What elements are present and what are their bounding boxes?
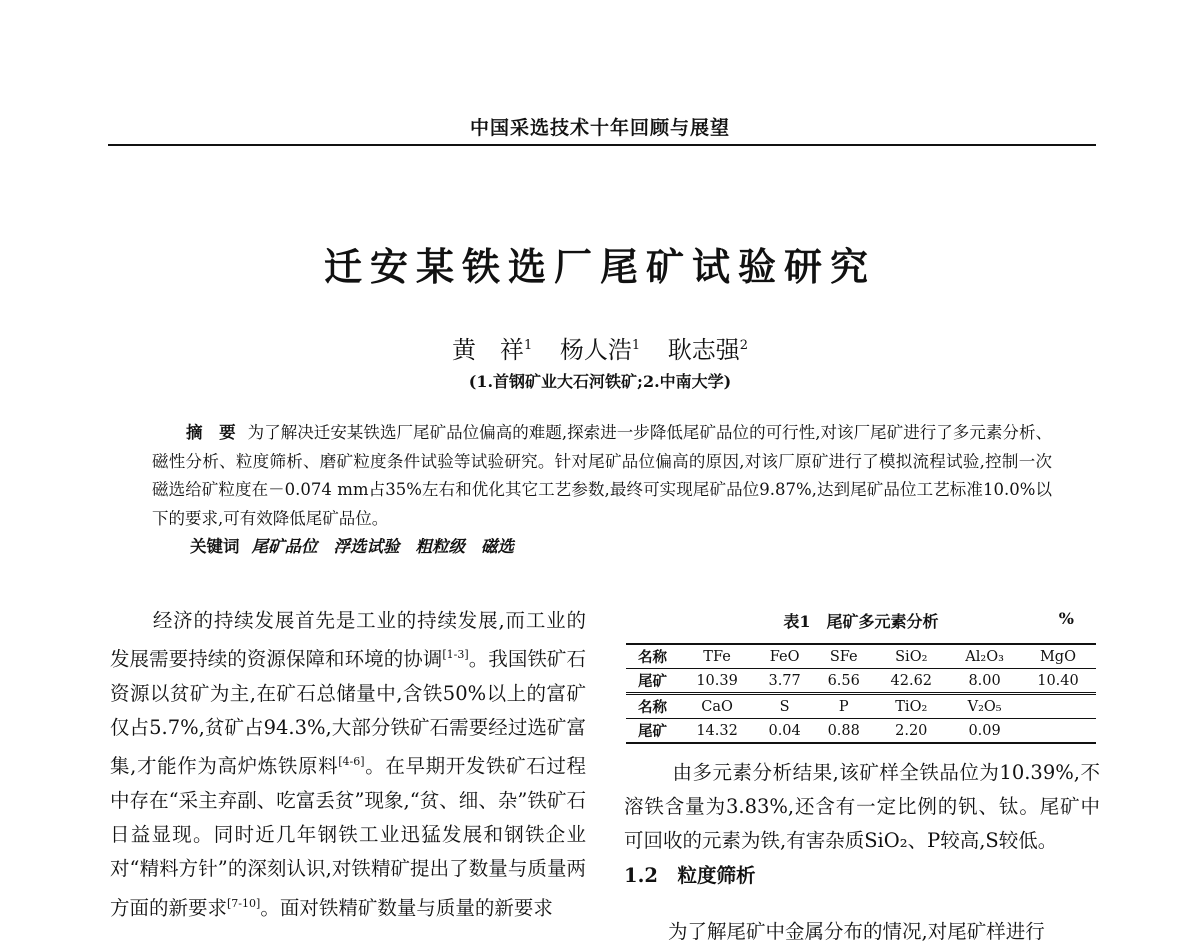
keyword: 尾矿品位 [251, 537, 318, 557]
keyword: 粗粒级 [415, 537, 465, 557]
author [452, 336, 532, 364]
element-analysis-table [626, 643, 1096, 744]
table-cell: P [814, 694, 873, 719]
body-text: 。面对铁精矿数量与质量的新要求 [260, 896, 553, 920]
citation: [1-3] [442, 648, 469, 662]
table-cell: 尾矿 [626, 669, 679, 694]
author [668, 336, 748, 364]
table-row [626, 694, 1096, 719]
body-text: 为了解尾矿中金属分布的情况,对尾矿样进行 [668, 920, 1045, 943]
table-cell: V₂O₅ [949, 694, 1020, 719]
table-cell: MgO [1020, 644, 1096, 669]
body-text-cut [626, 915, 1045, 949]
table-cell: 42.62 [873, 669, 949, 694]
keywords [152, 533, 1052, 562]
author-list [0, 330, 1200, 365]
table-container [626, 643, 1096, 744]
body-text: 由多元素分析结果,该矿样全铁品位为10.39%,不溶铁含量为3.83%,还含有一定比例的钒、钛。尾矿中可回收的元素为铁,有害杂质SiO₂、P较高,S较低。 [624, 761, 1100, 853]
table-cell: TiO₂ [873, 694, 949, 719]
table-unit: % [1058, 609, 1074, 628]
table-title: 表1 尾矿多元素分析 [783, 612, 939, 631]
table-row [626, 644, 1096, 669]
body-text: 。在早期开发铁矿石过程中存在“采主弃副、吃富丢贫”现象,“贫、细、杂”铁矿石日益显现。同时近几年钢铁工业迅猛发展和钢铁企业对“精料方针”的深刻认识,对铁精矿提出了数量与质量两方面的新要求 [110, 754, 586, 920]
body-right-column [624, 756, 1100, 893]
table-cell: TFe [679, 644, 755, 669]
citation: [7-10] [227, 896, 261, 910]
table-cell: 0.04 [755, 719, 814, 744]
table-cell: SFe [814, 644, 873, 669]
table-cell: 10.40 [1020, 669, 1096, 694]
abstract [152, 419, 1052, 562]
author [560, 336, 640, 364]
table-cell: 2.20 [873, 719, 949, 744]
author-affil-mark: 1 [523, 338, 533, 353]
affiliations: (1.首钢矿业大石河铁矿;2.中南大学) [468, 372, 732, 391]
table-cell: FeO [755, 644, 814, 669]
table-cell: S [755, 694, 814, 719]
table-cell: 10.39 [679, 669, 755, 694]
article-title: 迁安某铁选厂尾矿试验研究 [323, 244, 876, 289]
table-cell: CaO [679, 694, 755, 719]
abstract-label: 摘 要 [186, 423, 236, 442]
section-number: 1.2 [624, 863, 658, 887]
citation: [4-6] [338, 755, 365, 769]
table-cell: 名称 [626, 644, 679, 669]
table-cell: SiO₂ [873, 644, 949, 669]
body-text: 。我国铁矿石资源以贫矿为主,在矿石总储量中,含铁50%以上的富矿仅占5.7%,贫矿占94.3%,大部分铁矿石需要经过选矿富集,才能作为高炉炼铁原料 [110, 647, 586, 778]
keyword: 磁选 [481, 537, 514, 557]
running-head: 中国采选技术十年回顾与展望 [469, 117, 730, 139]
table-cell [1020, 719, 1096, 744]
body-text: 经济的持续发展首先是工业的持续发展,而工业的发展需要持续的资源保障和环境的协调 [110, 609, 586, 671]
table-row [626, 669, 1096, 694]
table-cell: 14.32 [679, 719, 755, 744]
table-cell: 名称 [626, 694, 679, 719]
section-title: 粒度筛析 [677, 863, 756, 887]
table-cell: 0.88 [814, 719, 873, 744]
table-cell: 3.77 [755, 669, 814, 694]
author-affil-mark: 1 [631, 338, 641, 353]
table-cell: Al₂O₃ [949, 644, 1020, 669]
section-heading [624, 859, 1100, 893]
table-cell [1020, 694, 1096, 719]
table-cell: 6.56 [814, 669, 873, 694]
author-name: 黄 祥 [451, 336, 524, 364]
table-row [626, 719, 1096, 744]
keyword: 浮选试验 [333, 537, 400, 557]
table-cell: 0.09 [949, 719, 1020, 744]
keywords-label: 关键词 [190, 537, 240, 557]
author-name: 耿志强 [667, 336, 740, 364]
table-cell: 尾矿 [626, 719, 679, 744]
author-name: 杨人浩 [559, 336, 632, 364]
body-left-column [110, 604, 586, 925]
abstract-text: 为了解决迁安某铁选厂尾矿品位偏高的难题,探索进一步降低尾矿品位的可行性,对该厂尾矿进行了多元素分析、磁性分析、粒度筛析、磨矿粒度条件试验等试验研究。针对尾矿品位偏高的原因,对该厂原矿进行了模拟流程试验,控制一次磁选给矿粒度在－0.074 mm占35%左右和优化其它工艺参数,最终可实现尾矿品位9.87%,达到尾矿品位工艺标准10.0%以下的要求,可有效降低尾矿品位。 [152, 423, 1052, 528]
table-cell: 8.00 [949, 669, 1020, 694]
author-affil-mark: 2 [739, 338, 749, 353]
header-rule [108, 144, 1096, 146]
